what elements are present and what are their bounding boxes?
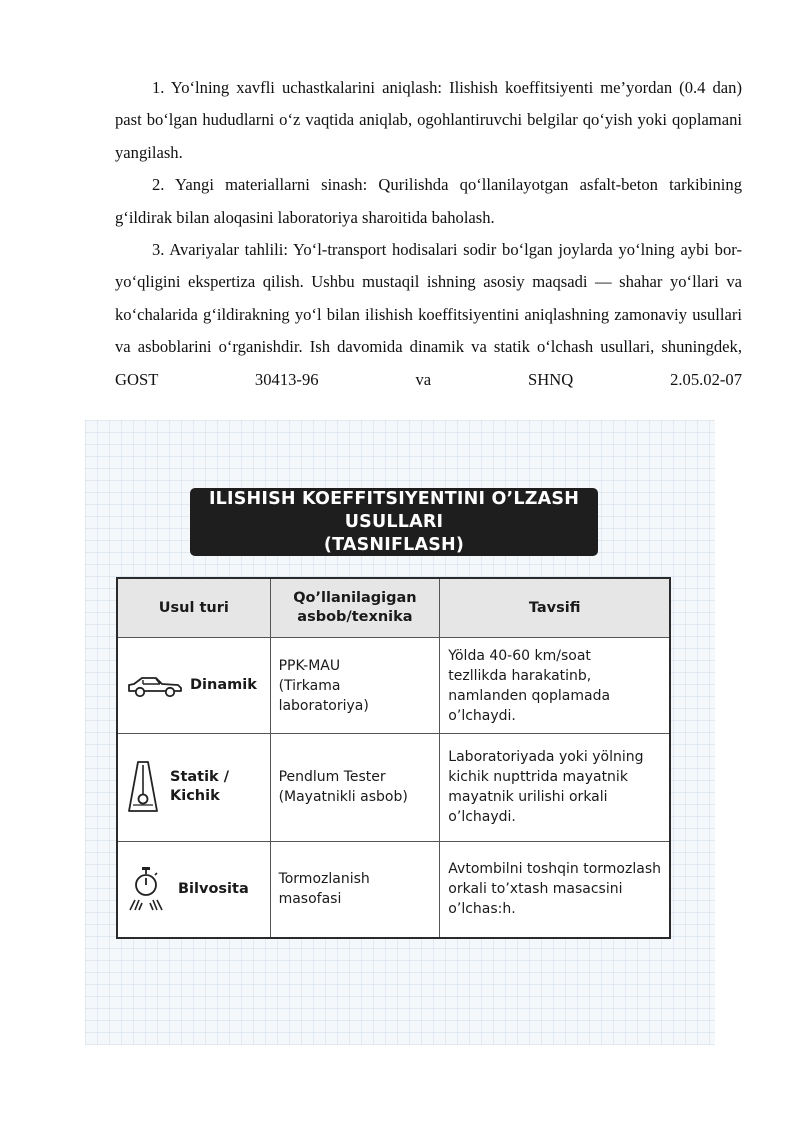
type-label bbox=[170, 768, 229, 806]
table-row bbox=[117, 638, 670, 734]
table-row bbox=[117, 841, 670, 938]
table-row bbox=[117, 734, 670, 841]
description-line: o’lchaydi. bbox=[448, 809, 516, 826]
tool-cell bbox=[270, 638, 440, 734]
paragraph-3: 3. Avariyalar tahlili: Yo‘l-transport hodisalari sodir bo‘lgan joylarda yo‘lning aybi bor-yo‘qligini ekspertiza qilish. Ushbu mustaqil ishning asosiy maqsadi — shahar yo‘llari va ko‘chalarida g‘ildirakning yo‘l bilan ilishish koeffitsiyentini aniqlashning zamonaviy usullari va asboblarini o‘rganishdir. Ish davomida dinamik va statik o‘lchash usullari, shuningdek, GOST 30413-96 va SHNQ 2.05.02-07 bbox=[115, 240, 742, 389]
paragraph-2: 2. Yangi materiallarni sinash: Qurilishda qo‘llanilayotgan asfalt-beton tarkibining g‘ildirak bilan aloqasini laboratoriya sharoitida baholash. bbox=[115, 175, 742, 227]
description-cell bbox=[440, 638, 670, 734]
paragraph-1: 1. Yo‘lning xavfli uchastkalarini aniqlash: Ilishish koeffitsiyenti me’yordan (0.4 dan) past bo‘lgan hududlarni o‘z vaqtida aniqlab, ogohlantiruvchi belgilar qo‘yish yoki qoplamani yangilash. bbox=[115, 78, 742, 162]
table-header-row bbox=[117, 578, 670, 638]
header-tool: Qo’llanilagigan asbob/texnika bbox=[270, 578, 440, 638]
description-line: orkali to’xtash masacsini bbox=[448, 881, 623, 898]
description-line: Avtombilni toshqin tormozlash bbox=[448, 861, 661, 878]
tool-line: (Mayatnikli asbob) bbox=[278, 789, 408, 806]
car-icon bbox=[126, 672, 184, 700]
type-cell-static bbox=[117, 734, 270, 841]
type-cell-dynamic bbox=[117, 638, 270, 734]
description-cell bbox=[440, 734, 670, 841]
figure-title-line-2: (TASNIFLASH) bbox=[323, 534, 465, 555]
type-label-line: Kichik bbox=[170, 788, 220, 805]
pendulum-icon bbox=[126, 759, 160, 815]
type-label: Dinamik bbox=[190, 677, 257, 694]
figure-title-line-1: ILISHISH KOEFFITSIYENTINI O’LZASH USULLARI bbox=[208, 488, 580, 532]
header-type: Usul turi bbox=[117, 578, 270, 638]
tool-line: (Tirkama bbox=[278, 677, 341, 694]
description-line: tezllikda harakatinb, bbox=[448, 667, 592, 684]
description-line: o’lchas:h. bbox=[448, 901, 516, 918]
description-line: Laboratoriyada yoki yölning bbox=[448, 749, 644, 766]
tool-line: Pendlum Tester bbox=[278, 769, 386, 786]
body-text bbox=[115, 72, 742, 396]
stopwatch-icon bbox=[126, 865, 166, 913]
description-line: Yölda 40-60 km/soat bbox=[448, 647, 591, 664]
figure-title bbox=[190, 488, 598, 556]
methods-table bbox=[116, 577, 671, 939]
methods-figure bbox=[85, 420, 715, 1045]
type-cell-indirect bbox=[117, 841, 270, 938]
tool-line: Tormozlanish masofasi bbox=[278, 871, 370, 908]
tool-cell bbox=[270, 841, 440, 938]
description-line: o’lchaydi. bbox=[448, 707, 516, 724]
tool-line: laboratoriya) bbox=[278, 697, 369, 714]
type-label: Bilvosita bbox=[178, 880, 249, 897]
description-line: namlanden qoplamada bbox=[448, 687, 611, 704]
description-line: kichik nupttrida mayatnik bbox=[448, 769, 628, 786]
description-cell bbox=[440, 841, 670, 938]
header-description: Tavsifi bbox=[440, 578, 670, 638]
tool-cell bbox=[270, 734, 440, 841]
description-line: mayatnik urilishi orkali bbox=[448, 789, 608, 806]
type-label-line: Statik / bbox=[170, 769, 230, 786]
tool-line: PPK-MAU bbox=[278, 657, 341, 674]
